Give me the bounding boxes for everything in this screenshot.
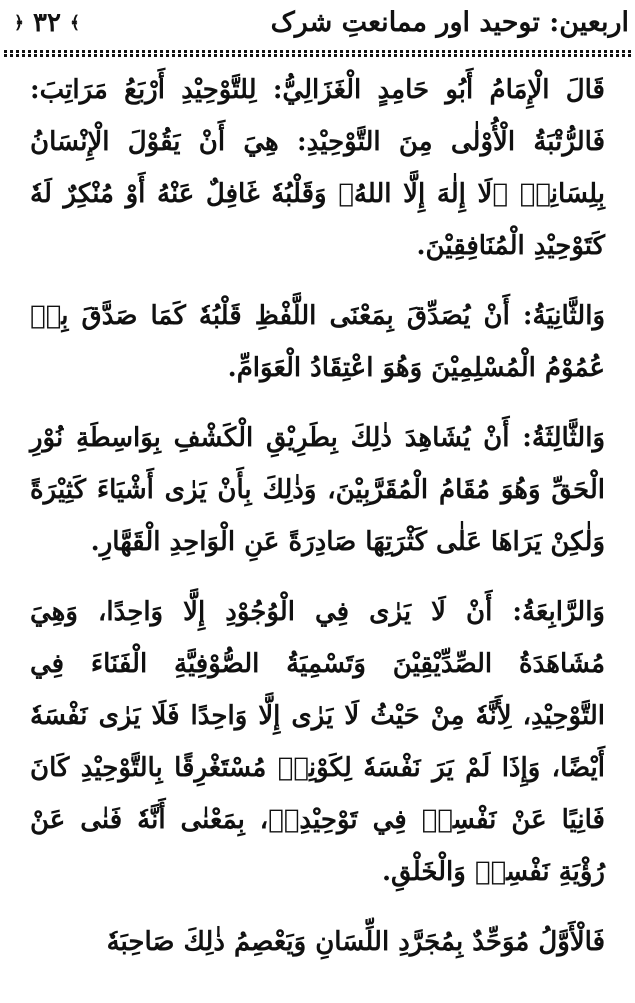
page-number-badge	[14, 6, 80, 40]
running-title: اربعین: توحید اور ممانعتِ شرک	[270, 7, 629, 38]
paragraph-third-rank: وَالثَّالِثَةُ: أَنْ يُشَاهِدَ ذٰلِكَ بِطَرِيْقِ الْكَشْفِ بِوَاسِطَةِ نُوْرِ الْحَقِّ وَهُوَ مُقَامُ الْمُقَرَّبِيْنَ، وَذٰلِكَ بِأَنْ يَرٰى أَشْيَاءَ كَثِيْرَةً وَلٰكِنْ يَرَاهَا عَلٰى كَثْرَتِهَا صَادِرَةً عَنِ الْوَاحِدِ الْقَهَّارِ.	[30, 423, 605, 557]
page-header	[0, 0, 635, 56]
page-number: ۳۲	[33, 8, 61, 38]
header-divider-second	[4, 54, 631, 57]
paragraph-fourth-rank: وَالرَّابِعَةُ: أَنْ لَا يَرٰى فِي الْوُجُوْدِ إِلَّا وَاحِدًا، وَهِيَ مُشَاهَدَةُ الصِّدِّيْقِيْنَ وَتَسْمِيَةُ الصُّوْفِيَّةِ الْفَنَاءَ فِي التَّوْحِيْدِ، لِأَنَّهٗ مِنْ حَيْثُ لَا يَرٰى إِلَّا وَاحِدًا فَلَا يَرٰى نَفْسَهٗ أَيْضًا، وَإِذَا لَمْ يَرَ نَفْسَهٗ لِكَوْنِهٖ مُسْتَغْرِقًا بِالتَّوْحِيْدِ كَانَ فَانِيًا عَنْ نَفْسِهٖ فِي تَوْحِيْدِهٖ، بِمَعْنٰى أَنَّهٗ فَنٰى عَنْ رُؤْيَةِ نَفْسِهٖ وَالْخَلْقِ.	[30, 597, 605, 887]
header-divider	[4, 50, 631, 53]
paragraph-second-rank: وَالثَّانِيَةُ: أَنْ يُصَدِّقَ بِمَعْنَى اللَّفْظِ قَلْبُهٗ كَمَا صَدَّقَ بِهٖ عُمُوْمُ الْمُسْلِمِيْنَ وَهُوَ اعْتِقَادُ الْعَوَامِّ.	[30, 301, 605, 383]
ornament-left-icon: ﴿	[14, 13, 24, 33]
paragraph-conclusion: فَالْأَوَّلُ مُوَحِّدٌ بِمُجَرَّدِ اللِّسَانِ وَيَعْصِمُ ذٰلِكَ صَاحِبَهٗ	[106, 927, 605, 957]
main-text	[30, 64, 605, 968]
ornament-right-icon: ﴾	[70, 13, 80, 33]
paragraph-intro-first-rank: قَالَ الْإِمَامُ أَبُو حَامِدٍ الْغَزَالِيُّ: لِلتَّوْحِيْدِ أَرْبَعُ مَرَاتِبَ: فَالرُّتْبَةُ الْأُوْلٰى مِنَ التَّوْحِيْدِ: هِيَ أَنْ يَقُوْلَ الْإِنْسَانُ بِلِسَانِهٖ ﴿لَا إِلٰهَ إِلَّا اللهُ﴾ وَقَلْبُهٗ غَافِلٌ عَنْهُ أَوْ مُنْكِرٌ لَهٗ كَتَوْحِيْدِ الْمُنَافِقِيْنَ.	[30, 75, 605, 261]
